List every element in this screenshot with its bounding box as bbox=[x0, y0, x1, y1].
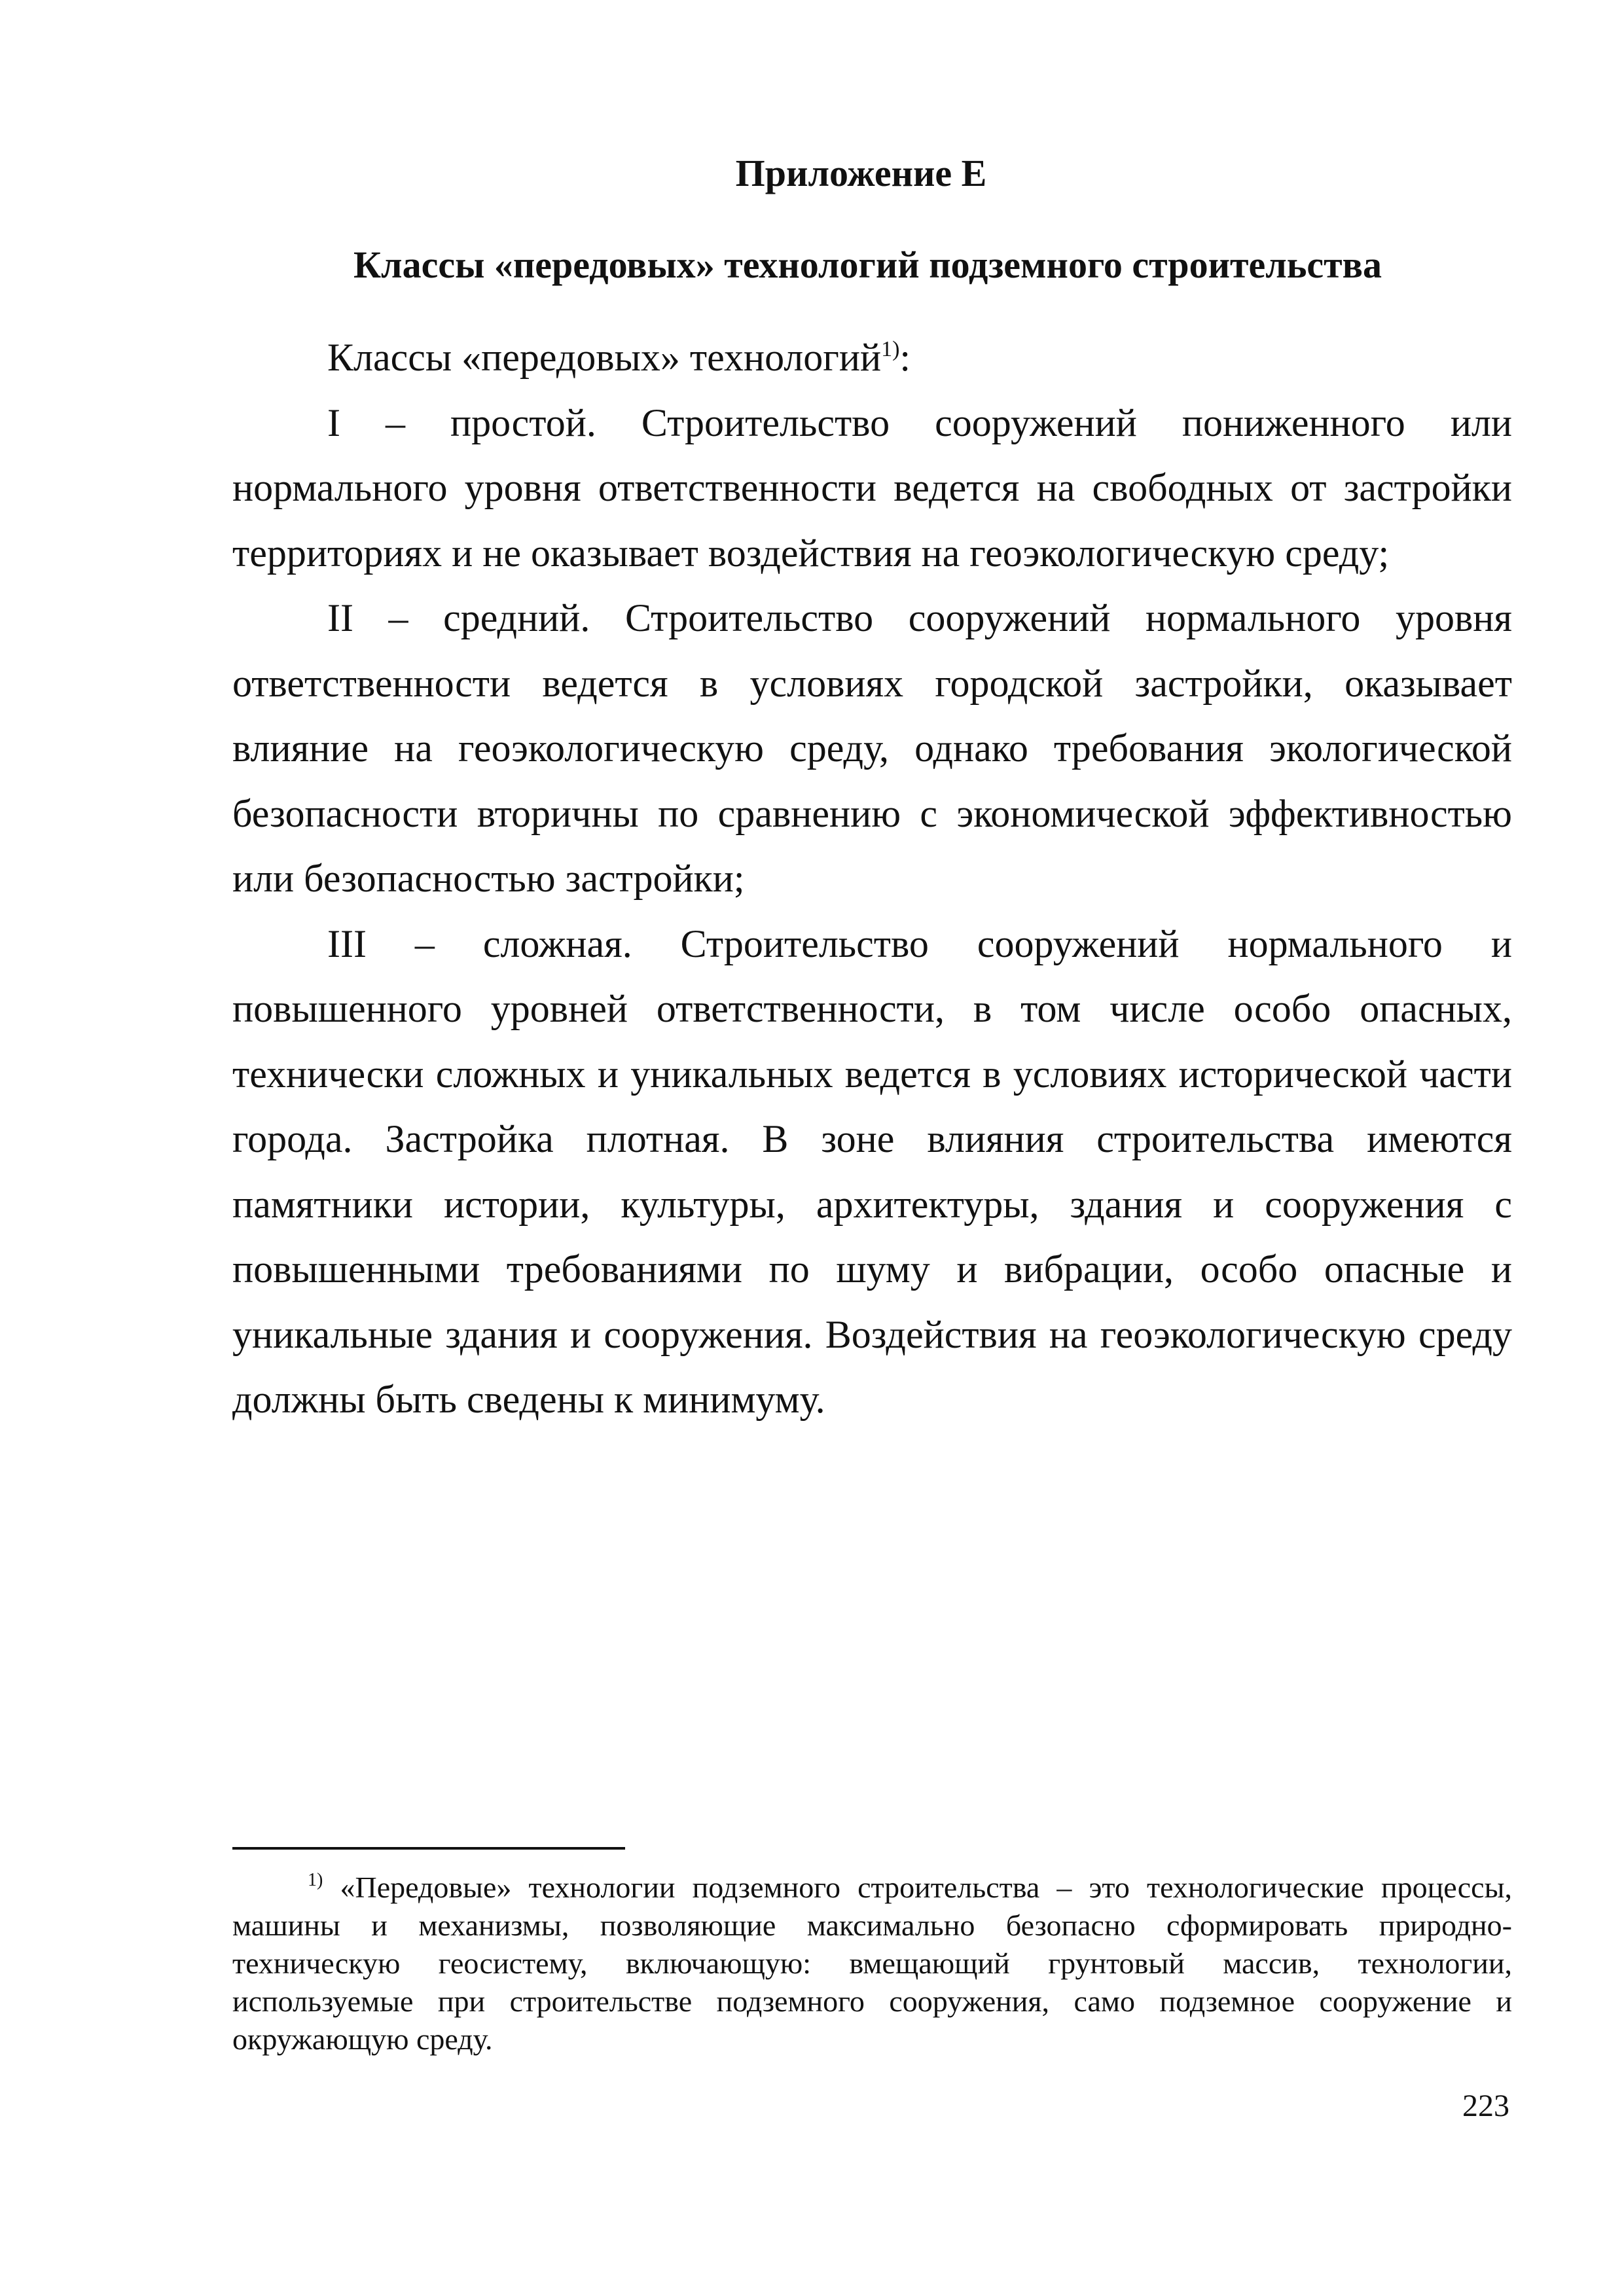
body-text bbox=[232, 325, 1512, 1433]
footnote-text: «Передовые» технологии подземного строительства – это технологические процессы, машины и механизмы, позволяющие максимально безопасно сформировать природно- техническую геосистему, включающую: вмещающий грунтовый массив, технологии, используемые при строительстве подземного сооружения, само подземное сооружение и окружающую среду. bbox=[232, 1871, 1513, 2056]
page-number: 223 bbox=[1462, 2089, 1509, 2123]
class-paragraph-3: III – сложная. Строительство сооружений нормального и повышенного уровней ответственности, в том числе особо опасных, технически сложных и уникальных ведется в условиях исторической части города. Застройка плотная. В зоне влияния строительства имеются памятники истории, культуры, архитектуры, здания и сооружения с повышенными требованиями по шуму и вибрации, особо опасные и уникальные здания и сооружения. Воздействия на геоэкологическую среду должны быть сведены к минимуму. bbox=[232, 922, 1512, 1421]
intro-paragraph bbox=[232, 325, 1512, 391]
class-paragraph-2: II – средний. Строительство сооружений нормального уровня ответственности ведется в условиях городской застройки, оказывает влияние на геоэкологическую среду, однако требования экологической безопасности вторичны по сравнению с экономической эффективностью или безопасностью застройки; bbox=[232, 596, 1512, 900]
class-paragraph-1: I – простой. Строительство сооружений пониженного или нормального уровня ответственности ведется на свободных от застройки территориях и не оказывает воздействия на геоэкологическую среду; bbox=[232, 401, 1512, 575]
appendix-label: Приложение Е bbox=[735, 152, 987, 194]
appendix-title: Классы «передовых» технологий подземного строительства bbox=[353, 243, 1382, 286]
footnote-paragraph bbox=[232, 1869, 1512, 2058]
footnote-separator bbox=[232, 1847, 625, 1850]
footnote-reference[interactable]: 1) bbox=[881, 337, 900, 361]
intro-text: Классы «передовых» технологий bbox=[327, 336, 882, 379]
intro-colon: : bbox=[899, 336, 911, 379]
footnote bbox=[232, 1869, 1512, 2058]
footnote-mark: 1) bbox=[308, 1870, 323, 1890]
